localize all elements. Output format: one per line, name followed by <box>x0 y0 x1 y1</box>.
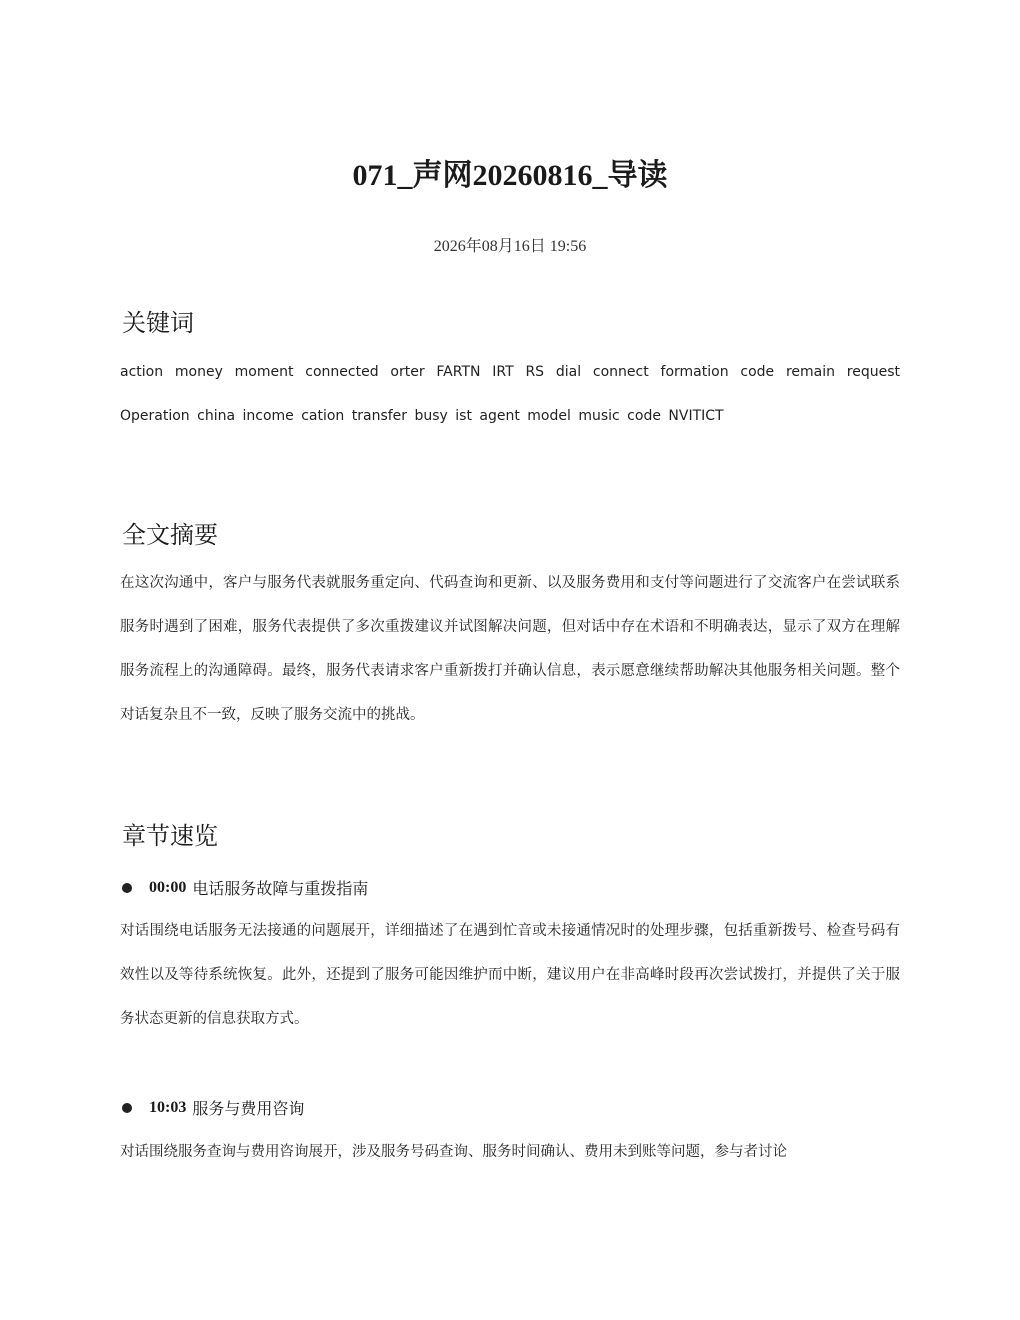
chapter-item-heading <box>122 1096 304 1119</box>
chapter-item-heading <box>122 876 368 899</box>
document-title: 071_声网20260816_导读 <box>352 159 668 192</box>
summary-heading: 全文摘要 <box>122 523 218 549</box>
summary-text: 在这次沟通中，客户与服务代表就服务重定向、代码查询和更新、以及服务费用和支付等问题进行了交流客户在尝试联系服务时遇到了困难，服务代表提供了多次重拨建议并试图解决问题，但对话中存在术语和不明确表达，显示了双方在理解服务流程上的沟通障碍。最终，服务代表请求客户重新拨打并确认信息，表示愿意继续帮助解决其他服务相关问题。整个对话复杂且不一致，反映了服务交流中的挑战。 <box>120 575 900 723</box>
chapter-time: 10:03 <box>149 1098 187 1116</box>
keywords-heading: 关键词 <box>122 311 194 337</box>
document-date: 2026年08月16日 19:56 <box>433 238 587 255</box>
chapter-title: 电话服务故障与重拨指南 <box>192 881 369 898</box>
chapter-title: 服务与费用咨询 <box>192 1101 305 1118</box>
chapter-text: 对话围绕服务查询与费用咨询展开，涉及服务号码查询、服务时间确认、费用未到账等问题，参与者讨论 <box>120 1144 787 1160</box>
keywords-text: action money moment connected orter FARTN IRT RS dial connect formation code remain request Operation china income cation transfer busy ist agent model music code NVITICT <box>120 364 900 424</box>
bullet-icon <box>122 1103 132 1113</box>
bullet-icon <box>122 883 132 893</box>
chapters-heading: 章节速览 <box>122 824 218 850</box>
chapter-text: 对话围绕电话服务无法接通的问题展开，详细描述了在遇到忙音或未接通情况时的处理步骤，包括重新拨号、检查号码有效性以及等待系统恢复。此外，还提到了服务可能因维护而中断，建议用户在非高峰时段再次尝试拨打，并提供了关于服务状态更新的信息获取方式。 <box>120 923 900 1027</box>
chapter-time: 00:00 <box>149 878 187 896</box>
